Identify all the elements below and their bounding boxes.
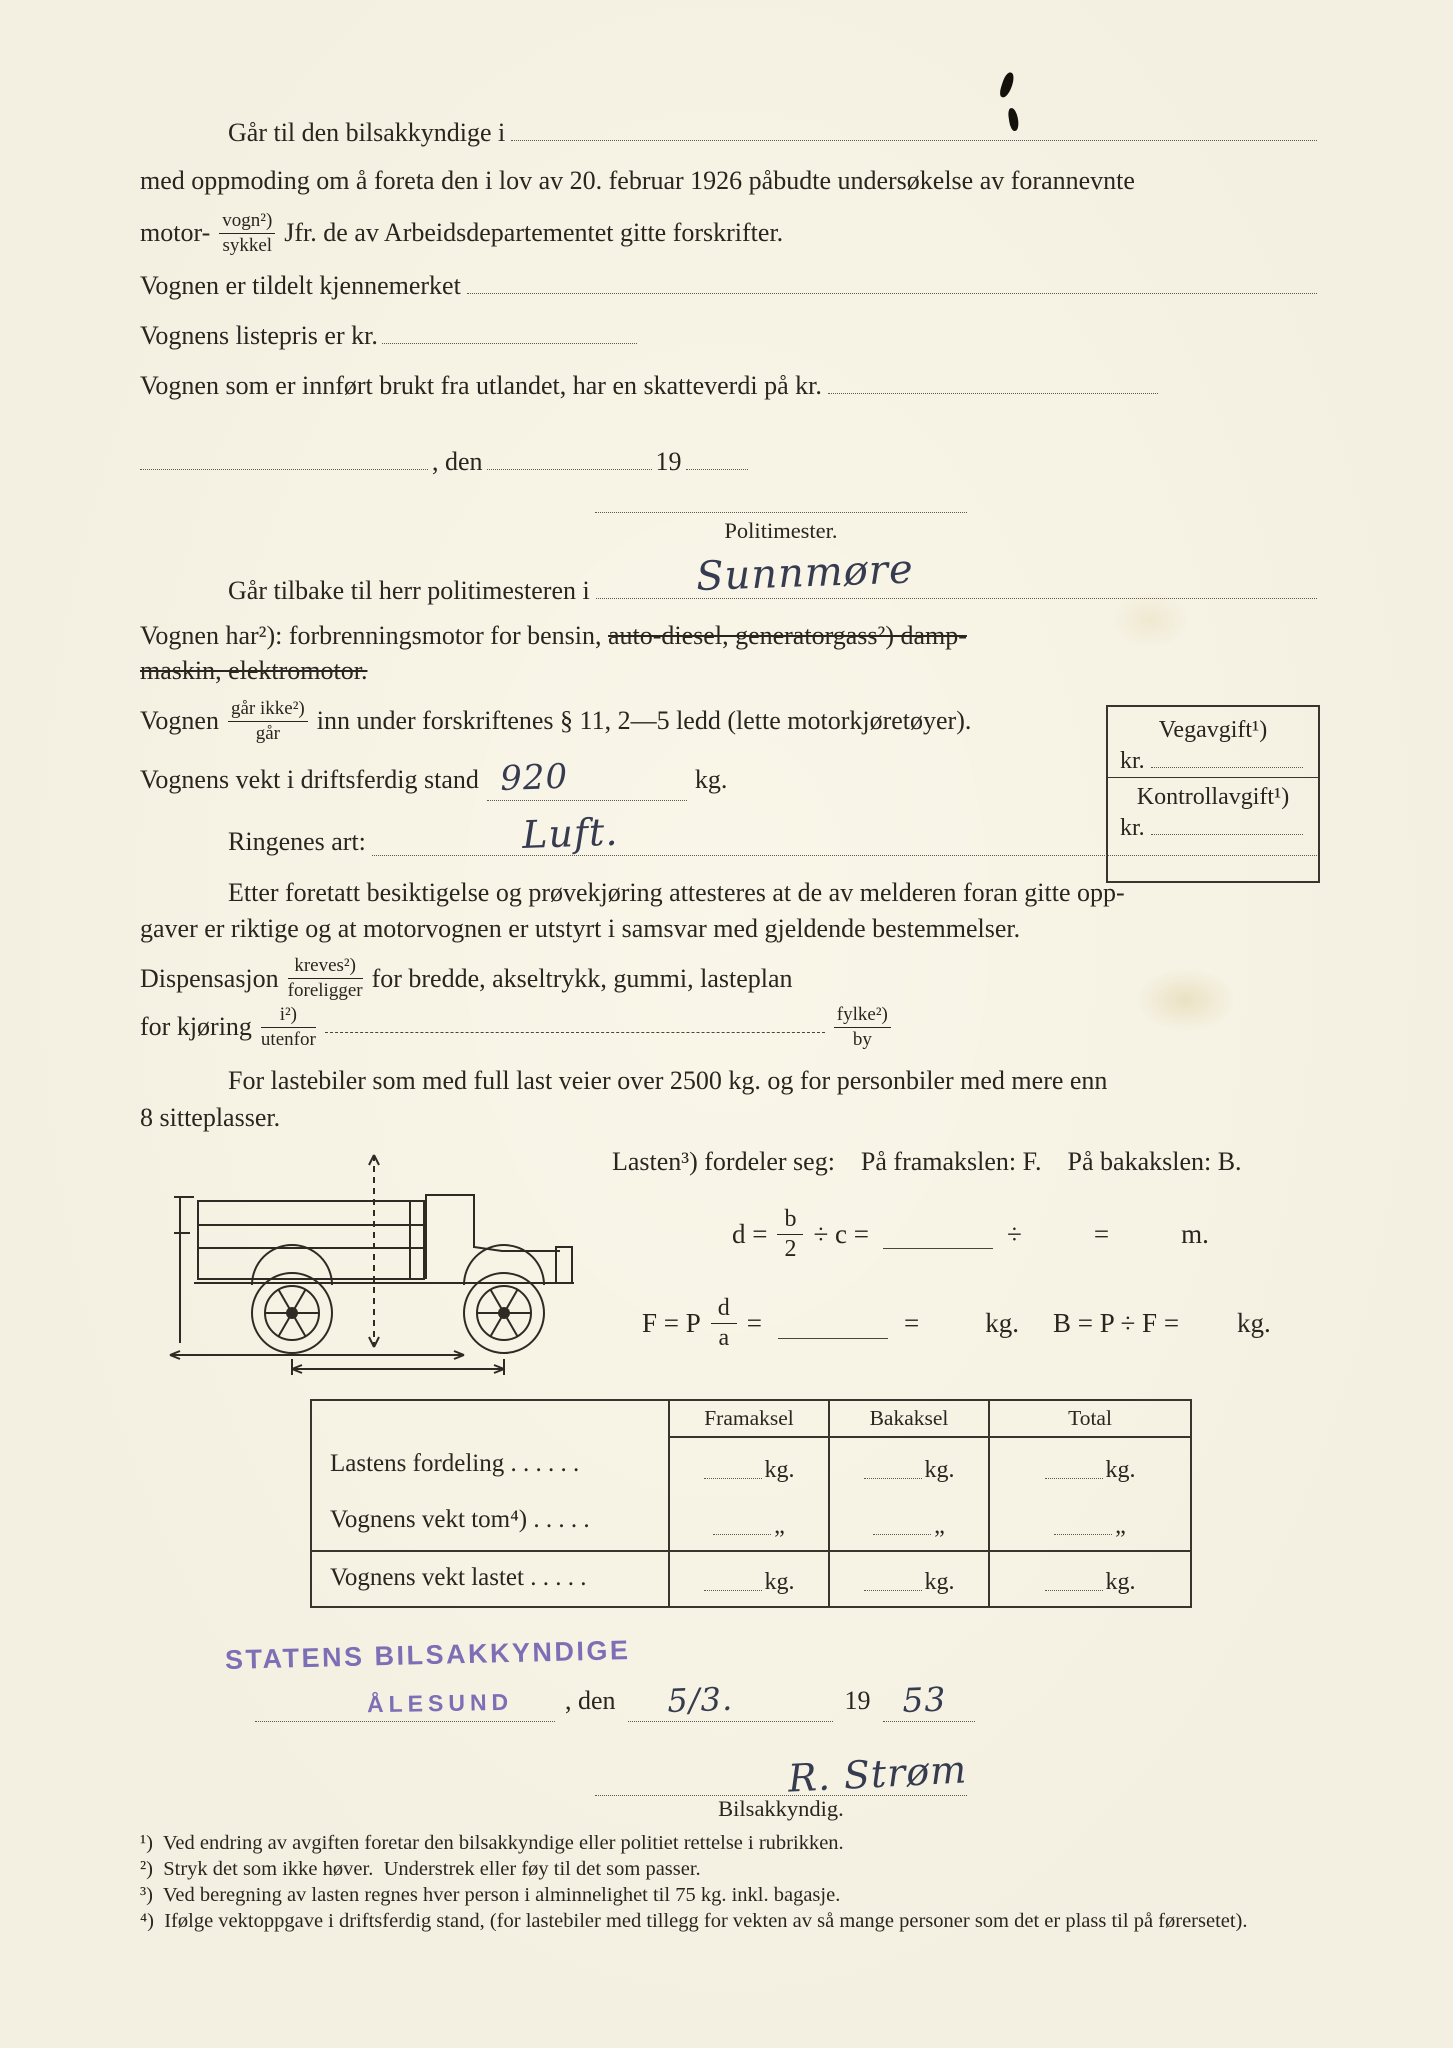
stamp-line2: ÅLESUND <box>366 1689 514 1718</box>
formula-d-lhs: d = <box>732 1218 768 1249</box>
import-label: Vognen som er innført brukt fra utlandet, har en skatteverdi på kr. <box>140 370 822 400</box>
engine-paragraph <box>140 618 1090 688</box>
table-header-framaksel: Framaksel <box>668 1401 828 1438</box>
kr-label: kr. <box>1120 748 1145 774</box>
formula-d-op: ÷ c = <box>813 1218 870 1249</box>
formula-f-lhs: F = P <box>642 1308 701 1339</box>
weight-row <box>140 751 1320 801</box>
load-header-p3: På bakakslen: B. <box>1067 1146 1242 1176</box>
request-row <box>140 166 1320 196</box>
fill-line <box>704 1478 762 1479</box>
weight-write-line <box>487 755 687 801</box>
signature-block <box>595 1732 967 1822</box>
dispensation-prefix: Dispensasjon <box>140 963 279 993</box>
goes-to-label: Går til den bilsakkyndige i <box>228 118 506 147</box>
year-line <box>686 469 748 470</box>
driving-fraction-1 <box>261 1004 316 1051</box>
driving-fraction-2 <box>834 1004 891 1051</box>
attestation-line1: Etter foretatt besiktigelse og prøvekjøring attesteres at de av melderen foran gitte opp- <box>228 877 1125 907</box>
year-prefix: 19 <box>655 446 682 476</box>
weight-label: Vognens vekt i driftsferdig stand <box>140 764 479 794</box>
row-label: Vognens vekt tom⁴) . . . . . <box>330 1506 590 1534</box>
driving-row <box>140 1004 1320 1051</box>
year-write-line <box>883 1676 975 1722</box>
handwritten-day: 5/3. <box>666 1680 734 1721</box>
trucks-note-line2: 8 sitteplasser. <box>140 1102 281 1132</box>
fraction-top: i²) <box>261 1004 316 1028</box>
handwritten-rings: Luft. <box>521 809 620 857</box>
fraction-bottom: sykkel <box>222 234 273 256</box>
attestation-line2: gaver er riktige og at motorvognen er utstyrt i samsvar med gjeldende bestemmelser. <box>140 913 1021 943</box>
footnote-2: ²) Stryk det som ikke høver. Understrek eller føy til det som passer. <box>140 1858 701 1881</box>
trucks-note <box>140 1063 1320 1137</box>
table-cell: kg. <box>828 1438 988 1494</box>
formula-f-eq2: = <box>904 1308 920 1339</box>
load-header-p1: Lasten³) fordeler seg: <box>612 1146 835 1176</box>
table-cell: „ <box>988 1494 1190 1550</box>
table-row <box>312 1438 1190 1494</box>
goes-to-row <box>140 118 1320 148</box>
load-header <box>612 1147 1320 1177</box>
fill-line <box>511 140 1317 141</box>
stamp-line1: STATENS BILSAKKYNDIGE <box>224 1635 631 1676</box>
day-write-line <box>628 1676 833 1722</box>
row-label: Vognens vekt lastet . . . . . <box>330 1564 587 1592</box>
fill-line <box>1045 1590 1103 1591</box>
vegavgift-label: Vegavgift¹) <box>1158 717 1268 743</box>
fill-line <box>828 393 1158 394</box>
table-header-total: Total <box>988 1401 1190 1438</box>
motor-prefix: motor- <box>140 218 211 248</box>
footnote-4: ⁴) Ifølge vektoppgave i driftsferdig stand, (for lastebiler med tillegg for vekten av så mange personer som det er plass til på førersetet). <box>140 1909 1248 1932</box>
driving-prefix: for kjøring <box>140 1012 252 1042</box>
price-label: Vognens listepris er kr. <box>140 320 378 350</box>
formula-b-unit: kg. <box>1237 1308 1271 1339</box>
dispensation-row <box>140 955 1320 1002</box>
table-cell: kg. <box>988 1438 1190 1494</box>
footnotes <box>140 1832 1320 1933</box>
formula-b-rhs: B = P ÷ F = <box>1052 1308 1180 1339</box>
fraction-top: d <box>711 1296 737 1324</box>
table-row <box>312 1494 1190 1550</box>
motor-fraction <box>219 210 275 257</box>
fraction-top: vogn²) <box>219 210 275 234</box>
table-cell: kg. <box>988 1552 1190 1606</box>
fill-line <box>1045 1478 1103 1479</box>
table-header-bakaksel: Bakaksel <box>828 1401 988 1438</box>
weight-unit: kg. <box>694 764 728 794</box>
write-line <box>325 1032 825 1033</box>
kr-label: kr. <box>1120 815 1145 841</box>
politimester-label: Politimester. <box>724 517 838 543</box>
den-label: , den <box>565 1686 616 1716</box>
fill-line <box>704 1590 762 1591</box>
footnote-3: ³) Ved beregning av lasten regnes hver person i alminnelighet til 75 kg. inkl. bagasje. <box>140 1883 841 1906</box>
write-line <box>778 1309 888 1339</box>
fraction-top: fylke²) <box>834 1004 891 1028</box>
write-line <box>883 1219 993 1249</box>
return-row <box>140 546 1320 606</box>
date-line <box>487 469 652 470</box>
fill-line <box>713 1534 771 1535</box>
fraction-bottom: utenfor <box>260 1028 316 1050</box>
fill-line <box>864 1478 922 1479</box>
fraction-top: går ikke²) <box>228 698 308 722</box>
table-cell: kg. <box>668 1438 828 1494</box>
kontrollavgift-label: Kontrollavgift¹) <box>1136 784 1290 810</box>
import-row <box>140 371 1320 401</box>
den-label: , den <box>432 446 483 476</box>
politimester-block <box>595 511 967 544</box>
place-line <box>140 469 428 470</box>
fraction-bottom: går <box>255 722 280 744</box>
fraction-top: kreves²) <box>288 955 363 979</box>
formula-d-unit: m. <box>1181 1218 1209 1249</box>
table-cell: „ <box>668 1494 828 1550</box>
place-date-row <box>140 447 1320 477</box>
motor-suffix: Jfr. de av Arbeidsdepartementet gitte forskrifter. <box>284 218 784 248</box>
plate-label: Vognen er tildelt kjennemerket <box>140 270 461 300</box>
request-text: med oppmoding om å foreta den i lov av 20. februar 1926 påbudte undersøkelse av forannevnte <box>140 166 1135 195</box>
fill-line <box>382 343 637 344</box>
table-cell: kg. <box>668 1552 828 1606</box>
rings-label: Ringenes art: <box>228 826 366 856</box>
formula-f-unit1: kg. <box>985 1308 1019 1339</box>
handwritten-year: 53 <box>901 1679 947 1721</box>
regulation-row <box>140 698 1100 745</box>
attestation-paragraph <box>140 875 1320 948</box>
price-row <box>140 321 1320 351</box>
formula-f-fraction <box>711 1296 737 1351</box>
fraction-bottom: foreligger <box>287 980 363 1002</box>
bilsakkyndig-label: Bilsakkyndig. <box>718 1796 844 1822</box>
regulation-prefix: Vognen <box>140 706 219 736</box>
engine-struck-1: auto-diesel, generatorgass²) damp- <box>608 620 967 650</box>
diagram-section <box>164 1145 1320 1386</box>
formula-d <box>612 1207 1320 1262</box>
truck-diagram <box>164 1145 594 1377</box>
formula-f-eq1: = <box>746 1308 762 1339</box>
stamp-date-row <box>224 1632 1320 1722</box>
year-prefix: 19 <box>844 1686 871 1716</box>
table-cell: kg. <box>828 1552 988 1606</box>
rings-row <box>140 811 1320 863</box>
fraction-bottom: by <box>852 1028 872 1050</box>
trucks-note-line1: For lastebiler som med full last veier over 2500 kg. og for personbiler med mere enn <box>228 1065 1108 1095</box>
table-header-row <box>312 1401 1190 1438</box>
truck-diagram-wrap <box>164 1145 612 1386</box>
fraction-bottom: 2 <box>784 1235 797 1262</box>
fill-line <box>467 293 1317 294</box>
fill-line <box>1054 1534 1112 1535</box>
plate-row <box>140 271 1320 301</box>
load-header-p2: På framakslen: F. <box>860 1146 1042 1176</box>
dispensation-suffix: for bredde, akseltrykk, gummi, lasteplan <box>371 963 793 993</box>
fill-line <box>873 1534 931 1535</box>
formula-d-eq: = <box>1093 1218 1110 1249</box>
formula-d-fraction <box>777 1207 803 1262</box>
motor-row <box>140 210 1320 257</box>
load-table <box>310 1399 1192 1608</box>
footnote-1: ¹) Ved endring av avgiften foretar den bilsakkyndige eller politiet rettelse i rubrikken. <box>140 1832 844 1855</box>
fill-line <box>864 1590 922 1591</box>
table-cell: „ <box>828 1494 988 1550</box>
handwritten-weight: 920 <box>499 756 569 799</box>
signature-line <box>595 511 967 513</box>
fill-line <box>596 546 1317 600</box>
engine-text: Vognen har²): forbrenningsmotor for bensin, <box>140 620 608 650</box>
dispensation-fraction <box>288 955 363 1002</box>
row-label: Lastens fordeling . . . . . . <box>330 1450 580 1478</box>
load-formulas <box>612 1145 1320 1386</box>
engine-struck-2: maskin, elektromotor. <box>140 655 368 685</box>
handwritten-signature: R. Strøm <box>786 1747 969 1801</box>
fraction-bottom: a <box>718 1325 730 1352</box>
formula-d-div: ÷ <box>1007 1218 1022 1249</box>
handwritten-district: Sunnmøre <box>695 546 915 600</box>
regulation-suffix: inn under forskriftenes § 11, 2—5 ledd (lette motorkjøretøyer). <box>316 706 972 736</box>
table-row <box>312 1550 1190 1606</box>
fraction-top: b <box>777 1207 803 1235</box>
formula-f <box>612 1296 1320 1351</box>
regulation-fraction <box>228 698 308 745</box>
table-header-empty <box>312 1401 668 1438</box>
return-label: Går tilbake til herr politimesteren i <box>228 575 590 605</box>
